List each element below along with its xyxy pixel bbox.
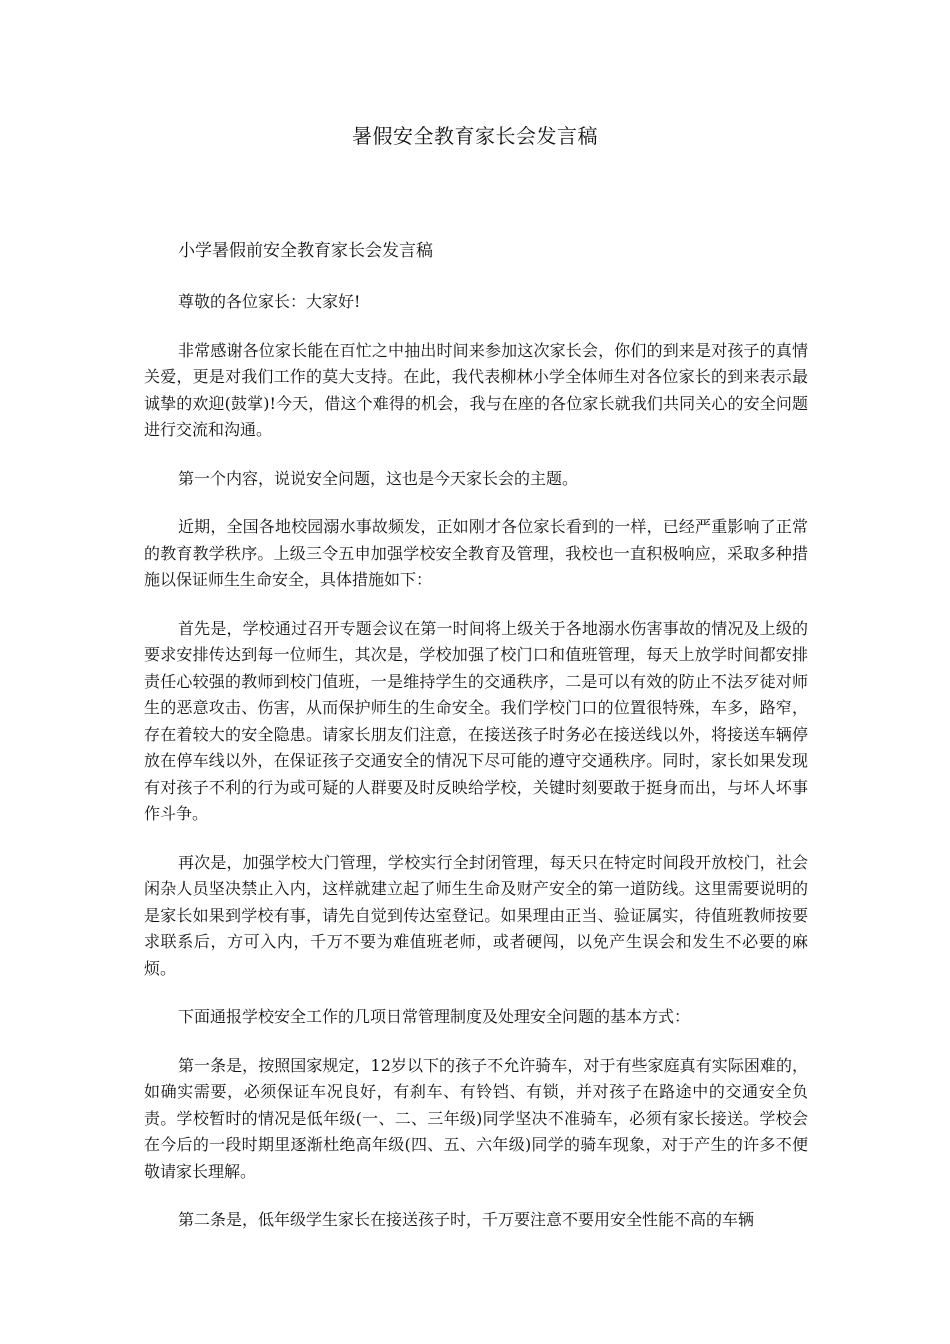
document-subtitle: 小学暑假前安全教育家长会发言稿: [178, 241, 433, 261]
measures-first-paragraph: 首先是，学校通过召开专题会议在第一时间将上级关于各地溺水伤害事故的情况及上级的要求安排传达到每一位师生，其次是，学校加强了校门口和值班管理，每天上放学时间都安排责任心较强的教师到校门值班，一是维持学生的交通秩序，二是可以有效的防止不法歹徒对师生的恶意攻击、伤害，从而保护师生的生命安全。我们学校门口的位置很特殊，车多，路窄，存在着较大的安全隐患。请家长朋友们注意，在接送孩子时务必在接送线以外，将接送车辆停放在停车线以外，在保证孩子交通安全的情况下尽可能的遵守交通秩序。同时，家长如果发现有对孩子不利的行为或可疑的人群要及时反映给学校，关键时刻要敢于挺身而出，与坏人坏事作斗争。: [144, 618, 808, 823]
rules-intro-paragraph: 下面通报学校安全工作的几项日常管理制度及处理安全问题的基本方式：: [178, 1007, 691, 1026]
background-paragraph: 近期，全国各地校园溺水事故频发，正如刚才各位家长看到的一样，已经严重影响了正常的教育教学秩序。上级三令五申加强学校安全教育及管理，我校也一直积极响应，采取多种措施以保证师生生命安全，具体措施如下：: [144, 517, 808, 589]
document-title: 暑假安全教育家长会发言稿: [352, 124, 598, 148]
measures-gate-paragraph: 再次是，加强学校大门管理，学校实行全封闭管理，每天只在特定时间段开放校门，社会闲杂人员坚决禁止入内，这样就建立起了师生生命及财产安全的第一道防线。这里需要说明的是家长如果到学校有事，请先自觉到传达室登记。如果理由正当、验证属实，待值班教师按要求联系后，方可入内，千万不要为难值班老师，或者硬闯，以免产生误会和发生不必要的麻烦。: [144, 852, 808, 978]
rule-one-paragraph: 第一条是，按照国家规定，12岁以下的孩子不允许骑车，对于有些家庭真有实际困难的，如确实需要，必须保证车况良好，有刹车、有铃铛、有锁，并对孩子在路途中的交通安全负责。学校暂时的情况是低年级(一、二、三年级)同学坚决不准骑车，必须有家长接送。学校会在今后的一段时期里逐渐杜绝高年级(四、五、六年级)同学的骑车现象，对于产生的许多不便敬请家长理解。: [144, 1055, 808, 1181]
document-body: [144, 237, 808, 1256]
topic-paragraph: 第一个内容，说说安全问题，这也是今天家长会的主题。: [178, 468, 579, 488]
rule-two-paragraph: 第二条是，低年级学生家长在接送孩子时，千万要注意不要用安全性能不高的车辆: [178, 1210, 755, 1229]
greeting-paragraph: 尊敬的各位家长：大家好!: [178, 292, 361, 311]
welcome-paragraph: 非常感谢各位家长能在百忙之中抽出时间来参加这次家长会，你们的到来是对孩子的真情关爱，更是对我们工作的莫大支持。在此，我代表柳林小学全体师生对各位家长的到来表示最诚挚的欢迎(鼓掌)!今天，借这个难得的机会，我与在座的各位家长就我们共同关心的安全问题进行交流和沟通。: [144, 340, 808, 439]
